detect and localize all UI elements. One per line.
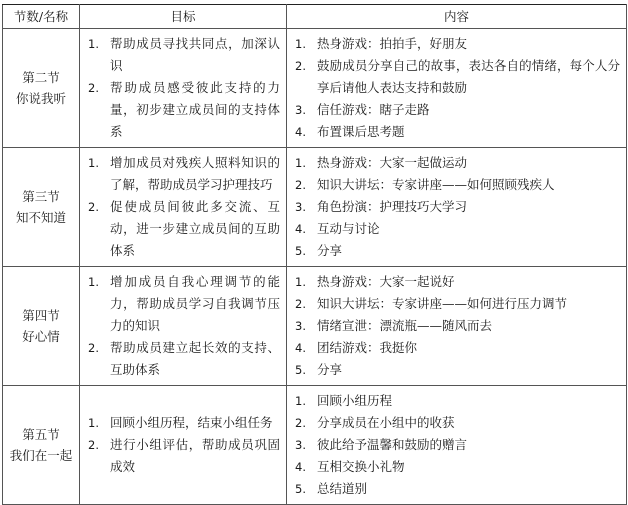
list-item: 1. 帮助成员寻找共同点，加深认识: [88, 36, 280, 73]
list-item: 1. 回顾小组历程: [295, 393, 393, 408]
content-text: 分享: [317, 362, 343, 377]
session-number: 第四节: [22, 308, 60, 323]
header-goal: 目标: [80, 5, 287, 29]
table-row: [3, 148, 627, 267]
list-item: 2. 促使成员间彼此多交流、互动，进一步建立成员间的互助体系: [88, 199, 280, 258]
session-name: 我们在一起: [9, 448, 73, 463]
header-row: [3, 5, 627, 29]
content-text: 互相交换小礼物: [317, 459, 405, 474]
content-text: 布置课后思考题: [317, 124, 405, 139]
goal-list: [80, 408, 286, 482]
list-item: 2. 鼓励成员分享自己的故事，表达各自的情绪，每个人分享后请他人表达支持和鼓励: [295, 58, 620, 95]
content-text: 角色扮演：护理技巧大学习: [317, 199, 468, 214]
table-row: [3, 386, 627, 505]
session-number: 第五节: [22, 427, 60, 442]
list-item: 2. 进行小组评估，帮助成员巩固成效: [88, 437, 280, 474]
list-item: 5. 分享: [295, 362, 343, 377]
goal-cell: [80, 29, 287, 148]
goal-text: 增加成员自我心理调节的能力，帮助成员学习自我调节压力的知识: [110, 274, 280, 333]
table-row: [3, 267, 627, 386]
content-text: 回顾小组历程: [317, 393, 393, 408]
list-item: 3. 彼此给予温馨和鼓励的赠言: [295, 437, 468, 452]
list-item: 2. 知识大讲坛：专家讲座——如何照顾残疾人: [295, 177, 555, 192]
list-item: 2. 帮助成员感受彼此支持的力量，初步建立成员间的支持体系: [88, 80, 280, 139]
session-number: 第三节: [22, 189, 60, 204]
content-cell: [287, 267, 627, 386]
content-text: 知识大讲坛：专家讲座——如何进行压力调节: [317, 296, 568, 311]
list-item: 2. 分享成员在小组中的收获: [295, 415, 455, 430]
header-content: 内容: [287, 5, 627, 29]
goal-list: [80, 29, 286, 147]
content-cell: [287, 148, 627, 267]
content-text: 分享成员在小组中的收获: [317, 415, 455, 430]
content-text: 情绪宣泄：漂流瓶——随风而去: [317, 318, 493, 333]
list-item: 2. 知识大讲坛：专家讲座——如何进行压力调节: [295, 296, 568, 311]
list-item: 1. 回顾小组历程，结束小组任务: [88, 415, 273, 430]
list-item: 1. 热身游戏：拍拍手，好朋友: [295, 36, 468, 51]
list-item: 3. 信任游戏：瞎子走路: [295, 102, 430, 117]
list-item: 5. 总结道别: [295, 481, 368, 496]
goal-list: [80, 267, 286, 385]
content-cell: [287, 29, 627, 148]
goal-text: 帮助成员感受彼此支持的力量，初步建立成员间的支持体系: [110, 80, 280, 139]
goal-text: 促使成员间彼此多交流、互动，进一步建立成员间的互助体系: [110, 199, 280, 258]
list-item: 1. 增加成员对残疾人照料知识的了解，帮助成员学习护理技巧: [88, 155, 280, 192]
list-item: 4. 团结游戏：我挺你: [295, 340, 418, 355]
list-item: 1. 热身游戏：大家一起说好: [295, 274, 455, 289]
content-list: [287, 29, 626, 147]
content-text: 彼此给予温馨和鼓励的赠言: [317, 437, 468, 452]
session-cell: [3, 267, 80, 386]
session-cell: [3, 148, 80, 267]
session-name: 好心情: [22, 329, 60, 344]
header-session: 节数/名称: [3, 5, 80, 29]
list-item: 4. 布置课后思考题: [295, 124, 405, 139]
content-text: 信任游戏：瞎子走路: [317, 102, 430, 117]
list-item: 3. 情绪宣泄：漂流瓶——随风而去: [295, 318, 493, 333]
content-text: 知识大讲坛：专家讲座——如何照顾残疾人: [317, 177, 555, 192]
session-cell: [3, 386, 80, 505]
content-cell: [287, 386, 627, 505]
content-text: 热身游戏：大家一起做运动: [317, 155, 468, 170]
session-number: 第二节: [22, 70, 60, 85]
goal-cell: [80, 386, 287, 505]
content-text: 互动与讨论: [317, 221, 380, 236]
list-item: 1. 热身游戏：大家一起做运动: [295, 155, 468, 170]
goal-text: 增加成员对残疾人照料知识的了解，帮助成员学习护理技巧: [110, 155, 280, 192]
content-list: [287, 148, 626, 266]
session-name: 知不知道: [15, 210, 66, 225]
list-item: 1. 增加成员自我心理调节的能力，帮助成员学习自我调节压力的知识: [88, 274, 280, 333]
session-name: 你说我听: [15, 91, 66, 106]
goal-text: 帮助成员建立起长效的支持、互助体系: [110, 340, 280, 377]
list-item: 4. 互相交换小礼物: [295, 459, 405, 474]
goal-text: 帮助成员寻找共同点，加深认识: [110, 36, 280, 73]
list-item: 5. 分享: [295, 243, 343, 258]
content-list: [287, 267, 626, 385]
content-text: 总结道别: [317, 481, 368, 496]
content-text: 团结游戏：我挺你: [317, 340, 418, 355]
content-list: [287, 386, 626, 504]
content-text: 鼓励成员分享自己的故事，表达各自的情绪，每个人分享后请他人表达支持和鼓励: [317, 58, 620, 95]
goal-text: 进行小组评估，帮助成员巩固成效: [110, 437, 280, 474]
list-item: 2. 帮助成员建立起长效的支持、互助体系: [88, 340, 280, 377]
content-text: 分享: [317, 243, 343, 258]
content-text: 热身游戏：拍拍手，好朋友: [317, 36, 468, 51]
table-row: [3, 29, 627, 148]
goal-cell: [80, 148, 287, 267]
list-item: 4. 互动与讨论: [295, 221, 380, 236]
list-item: 3. 角色扮演：护理技巧大学习: [295, 199, 468, 214]
goal-list: [80, 148, 286, 266]
goal-cell: [80, 267, 287, 386]
content-text: 热身游戏：大家一起说好: [317, 274, 455, 289]
goal-text: 回顾小组历程，结束小组任务: [110, 415, 273, 430]
session-plan-table: [2, 4, 627, 505]
session-cell: [3, 29, 80, 148]
